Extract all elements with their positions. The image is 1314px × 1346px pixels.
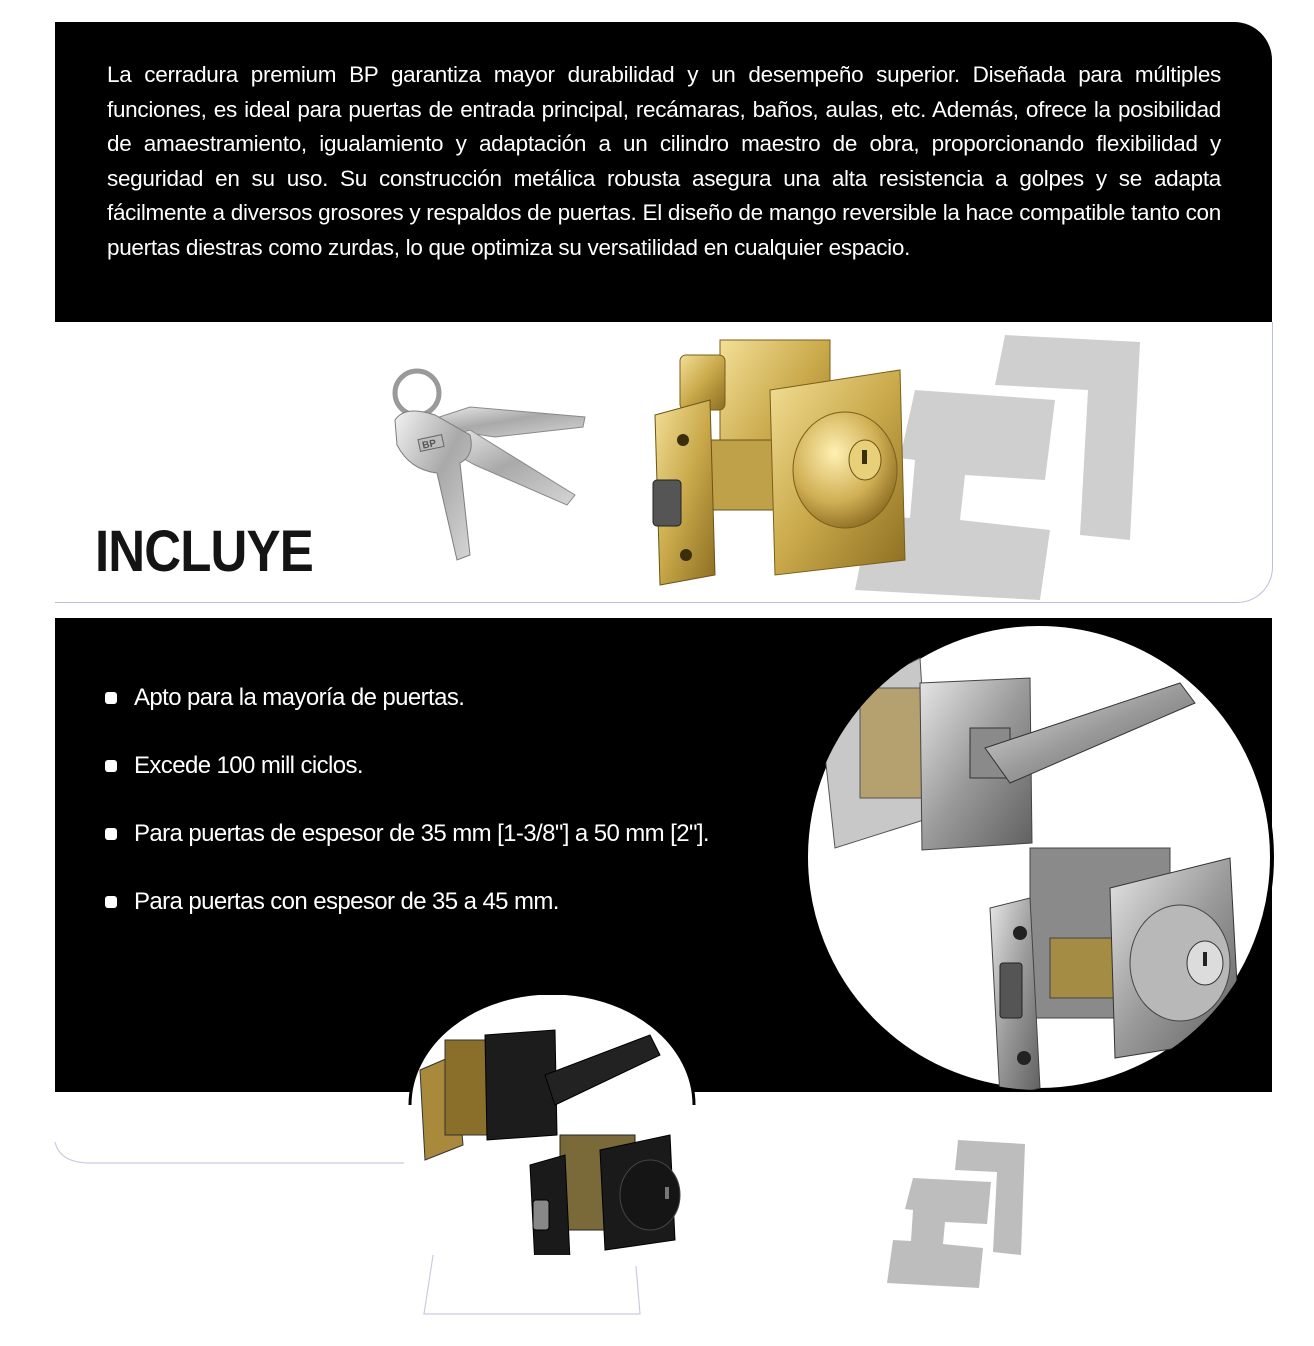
bullet-icon <box>105 896 117 908</box>
product-description: La cerradura premium BP garantiza mayor durabilidad y un desempeño superior. Diseñada para múltiples funciones, es ideal para puertas de entrada principal, recámaras, baños, aulas, etc. Además, ofrece la posibilidad de amaestramiento, igualamiento y adaptación a un cilindro maestro de obra, proporcionando flexibilidad y seguridad en su uso. Su construcción metálica robusta asegura una alta resistencia a golpes y se adapta fácilmente a diversos grosores y respaldos de puertas. El diseño de mango reversible la hace compatible tanto con puertas diestras como zurdas, lo que optimiza su versatilidad en cualquier espacio. <box>107 62 1221 260</box>
features-list <box>105 664 709 936</box>
key-logo-text: BP <box>421 438 438 452</box>
bp-logo-icon <box>883 1140 1028 1290</box>
bullet-icon <box>105 692 117 704</box>
feature-item <box>105 664 709 732</box>
feature-item <box>105 868 709 936</box>
feature-text: Para puertas con espesor de 35 a 45 mm. <box>134 888 559 915</box>
feature-text: Para puertas de espesor de 35 mm [1-3/8"] a 50 mm [2"]. <box>134 820 710 847</box>
satin-nickel-set-image <box>800 618 1278 1096</box>
feature-item <box>105 800 709 868</box>
brass-deadbolt-image <box>650 330 910 590</box>
bullet-icon <box>105 828 117 840</box>
keys-image <box>375 345 600 575</box>
feature-text: Apto para la mayoría de puertas. <box>134 684 465 711</box>
includes-title: INCLUYE <box>95 519 313 584</box>
bullet-icon <box>105 760 117 772</box>
matte-black-set-image <box>405 995 700 1255</box>
feature-item <box>105 732 709 800</box>
feature-text: Excede 100 mill ciclos. <box>134 752 363 779</box>
